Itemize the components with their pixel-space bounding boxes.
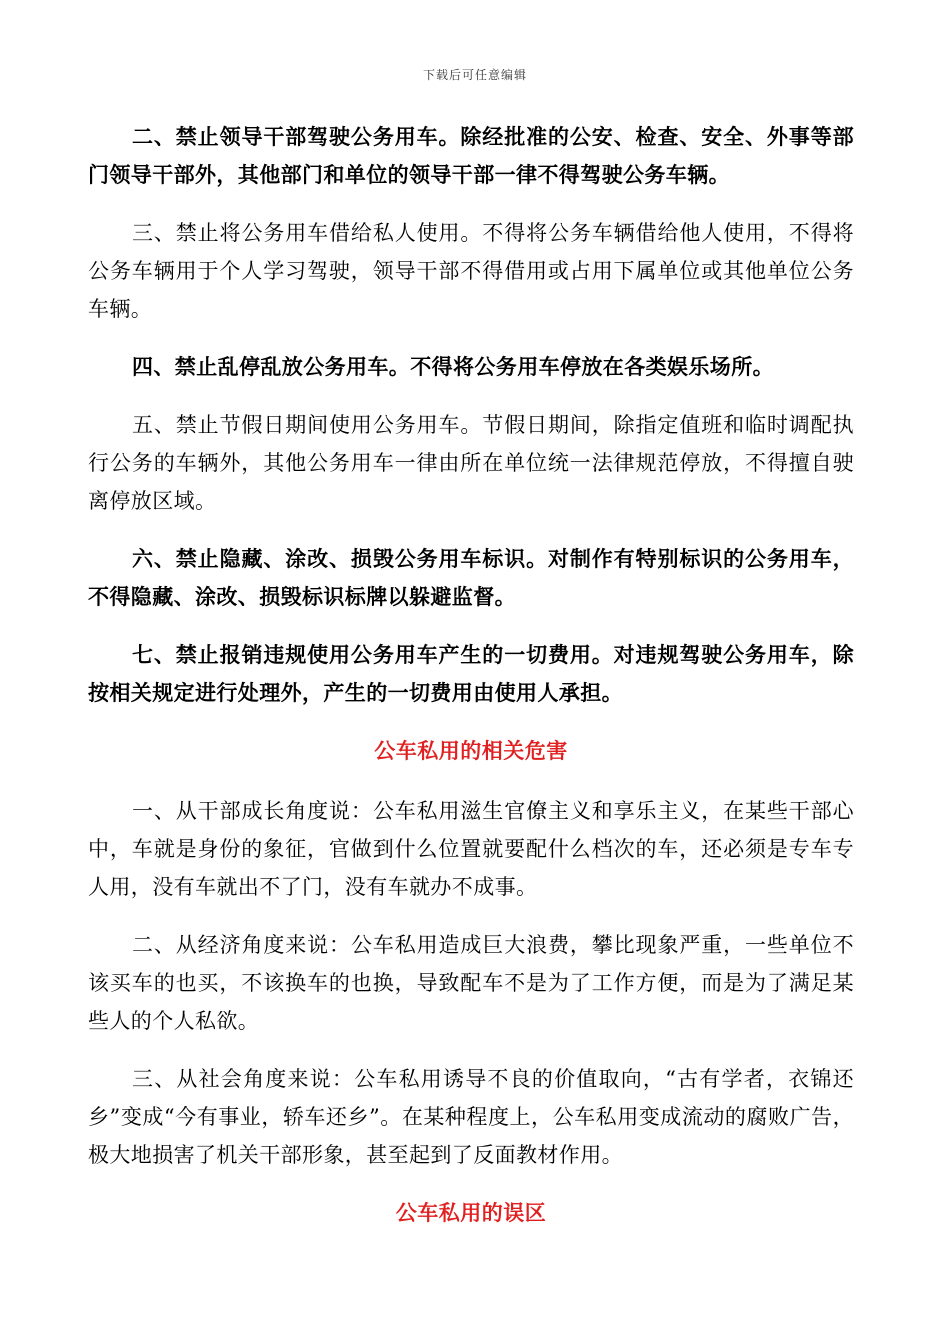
document-body	[88, 118, 854, 1254]
rule-paragraph-3: 三、禁止将公务用车借给私人使用。不得将公务车辆借给他人使用，不得将公务车辆用于个人学习驾驶，领导干部不得借用或占用下属单位或其他单位公务车辆。	[88, 221, 854, 321]
header-note: 下载后可任意编辑	[422, 68, 527, 82]
rule-paragraph-5: 五、禁止节假日期间使用公务用车。节假日期间，除指定值班和临时调配执行公务的车辆外，其他公务用车一律由所在单位统一法律规范停放，不得擅自驶离停放区域。	[88, 413, 854, 513]
harm-paragraph-3: 三、从社会角度来说：公车私用诱导不良的价值取向，“古有学者，衣锦还乡”变成“今有事业，轿车还乡”。在某种程度上，公车私用变成流动的腐败广告，极大地损害了机关干部形象，甚至起到了反面教材作用。	[88, 1067, 854, 1167]
harm-paragraph-2: 二、从经济角度来说：公车私用造成巨大浪费，攀比现象严重，一些单位不该买车的也买，不该换车的也换，导致配车不是为了工作方便，而是为了满足某些人的个人私欲。	[88, 933, 854, 1033]
rule-paragraph-7: 七、禁止报销违规使用公务用车产生的一切费用。对违规驾驶公务用车，除按相关规定进行处理外，产生的一切费用由使用人承担。	[88, 642, 854, 705]
rule-paragraph-4: 四、禁止乱停乱放公务用车。不得将公务用车停放在各类娱乐场所。	[132, 354, 774, 379]
section-title-misconceptions: 公车私用的误区	[395, 1200, 547, 1225]
harm-paragraph-1: 一、从干部成长角度说：公车私用滋生官僚主义和享乐主义，在某些干部心中，车就是身份的象征，官做到什么位置就要配什么档次的车，还必须是专车专人用，没有车就出不了门，没有车就办不成事。	[88, 799, 854, 899]
section-title-harms: 公车私用的相关危害	[374, 738, 568, 763]
rule-paragraph-2: 二、禁止领导干部驾驶公务用车。除经批准的公安、检查、安全、外事等部门领导干部外，其他部门和单位的领导干部一律不得驾驶公务车辆。	[88, 124, 854, 187]
rule-paragraph-6: 六、禁止隐藏、涂改、损毁公务用车标识。对制作有特别标识的公务用车，不得隐藏、涂改、损毁标识标牌以躲避监督。	[88, 546, 854, 609]
